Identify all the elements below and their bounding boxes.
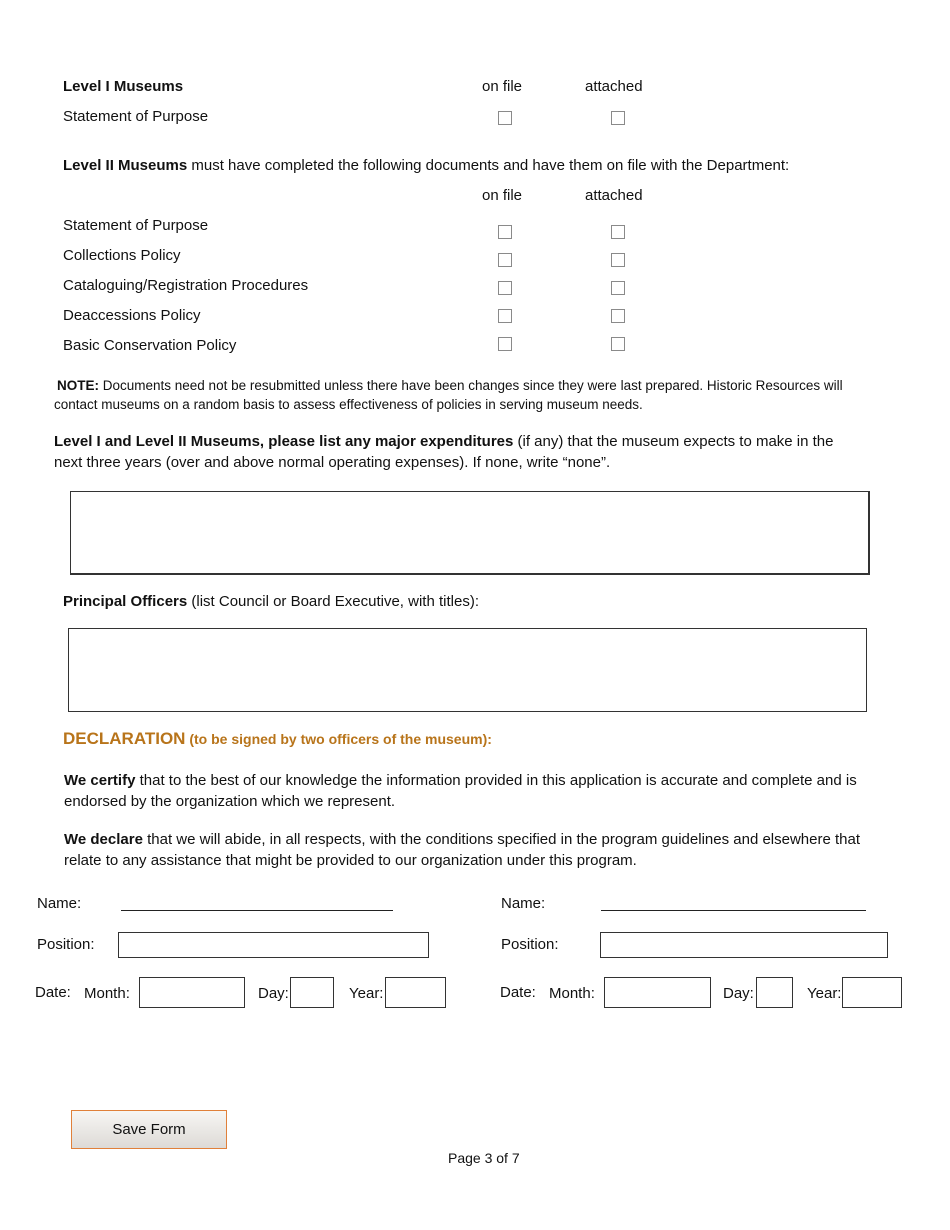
level1-item-on-file-checkbox[interactable] (498, 111, 512, 125)
level2-intro (63, 157, 789, 174)
signer1-name-label: Name: (37, 895, 82, 912)
level2-item-3-on-file-checkbox[interactable] (498, 309, 512, 323)
declare-bold: We declare (64, 831, 143, 848)
level2-col-attached: attached (585, 187, 643, 204)
signer1-month-label: Month: (84, 985, 130, 1002)
level2-item-label: Deaccessions Policy (63, 307, 201, 324)
signer1-position-label: Position: (37, 936, 95, 953)
signer2-date-label: Date: (500, 984, 536, 1001)
officers-prompt-bold: Principal Officers (63, 593, 188, 610)
level2-intro-bold: Level II Museums (63, 157, 188, 174)
level2-item-2-on-file-checkbox[interactable] (498, 281, 512, 295)
signer2-day-label: Day: (723, 985, 754, 1002)
level2-item-4-attached-checkbox[interactable] (611, 337, 625, 351)
officers-textarea[interactable] (68, 628, 867, 712)
level2-item-1-on-file-checkbox[interactable] (498, 253, 512, 267)
signer2-month-input[interactable] (604, 977, 711, 1008)
level2-item-1-attached-checkbox[interactable] (611, 253, 625, 267)
level2-item-label: Collections Policy (63, 247, 181, 264)
level2-item-label: Statement of Purpose (63, 217, 209, 234)
signer2-name-label: Name: (501, 895, 546, 912)
signer1-day-input[interactable] (290, 977, 334, 1008)
signer1-year-label: Year: (349, 985, 384, 1002)
signer1-date-label: Date: (35, 984, 71, 1001)
declaration-title: DECLARATION (63, 729, 186, 748)
level2-item-2-attached-checkbox[interactable] (611, 281, 625, 295)
note-paragraph (54, 376, 869, 414)
signer2-year-label: Year: (807, 985, 842, 1002)
note-text: Documents need not be resubmitted unless there have been changes since they were last prepared. Historic Resources will contact museums on a random basis to assess effectiveness of policies in serving museum needs. (54, 378, 843, 412)
level1-col-on-file: on file (482, 78, 523, 95)
level2-item-3-attached-checkbox[interactable] (611, 309, 625, 323)
declaration-heading (63, 729, 492, 749)
officers-prompt-rest: (list Council or Board Executive, with titles): (187, 593, 479, 610)
signer2-name-field[interactable] (601, 910, 866, 911)
certify-text: that to the best of our knowledge the information provided in this application is accurate and complete and is endorsed by the organization which we represent. (64, 772, 857, 810)
signer1-day-label: Day: (258, 985, 289, 1002)
level2-item-label: Basic Conservation Policy (63, 337, 237, 354)
signer2-month-label: Month: (549, 985, 595, 1002)
expenditures-prompt (54, 431, 864, 473)
officers-prompt (63, 593, 479, 610)
level2-item-0-on-file-checkbox[interactable] (498, 225, 512, 239)
declaration-subtitle: (to be signed by two officers of the museum): (185, 731, 492, 747)
signer2-year-input[interactable] (842, 977, 902, 1008)
signer1-year-input[interactable] (385, 977, 446, 1008)
expenditures-textarea[interactable] (70, 491, 870, 575)
signer2-position-input[interactable] (600, 932, 888, 958)
page-number: Page 3 of 7 (448, 1150, 520, 1166)
declare-text: that we will abide, in all respects, with the conditions specified in the program guidelines and elsewhere that relate to any assistance that might be provided to our organization under this program. (64, 831, 861, 869)
certify-paragraph (64, 770, 879, 812)
signer2-day-input[interactable] (756, 977, 793, 1008)
signer1-month-input[interactable] (139, 977, 245, 1008)
signer1-name-field[interactable] (121, 910, 393, 911)
level1-item-label: Statement of Purpose (63, 108, 209, 125)
save-form-button[interactable]: Save Form (71, 1110, 227, 1149)
expenditures-prompt-rest: (if any) that the museum expects to make in the next three years (over and above normal operating expenses). If none, write “none”. (54, 433, 834, 471)
level1-item-attached-checkbox[interactable] (611, 111, 625, 125)
declare-paragraph (64, 829, 879, 871)
level2-item-4-on-file-checkbox[interactable] (498, 337, 512, 351)
note-label: NOTE: (57, 378, 99, 393)
level2-item-0-attached-checkbox[interactable] (611, 225, 625, 239)
signer2-position-label: Position: (501, 936, 559, 953)
level2-item-label: Cataloguing/Registration Procedures (63, 277, 309, 294)
certify-bold: We certify (64, 772, 136, 789)
signer1-position-input[interactable] (118, 932, 429, 958)
level2-intro-rest: must have completed the following documents and have them on file with the Department: (187, 157, 790, 174)
expenditures-prompt-bold: Level I and Level II Museums, please list any major expenditures (54, 433, 514, 450)
level1-col-attached: attached (585, 78, 643, 95)
level1-heading: Level I Museums (63, 78, 184, 95)
level2-col-on-file: on file (482, 187, 523, 204)
